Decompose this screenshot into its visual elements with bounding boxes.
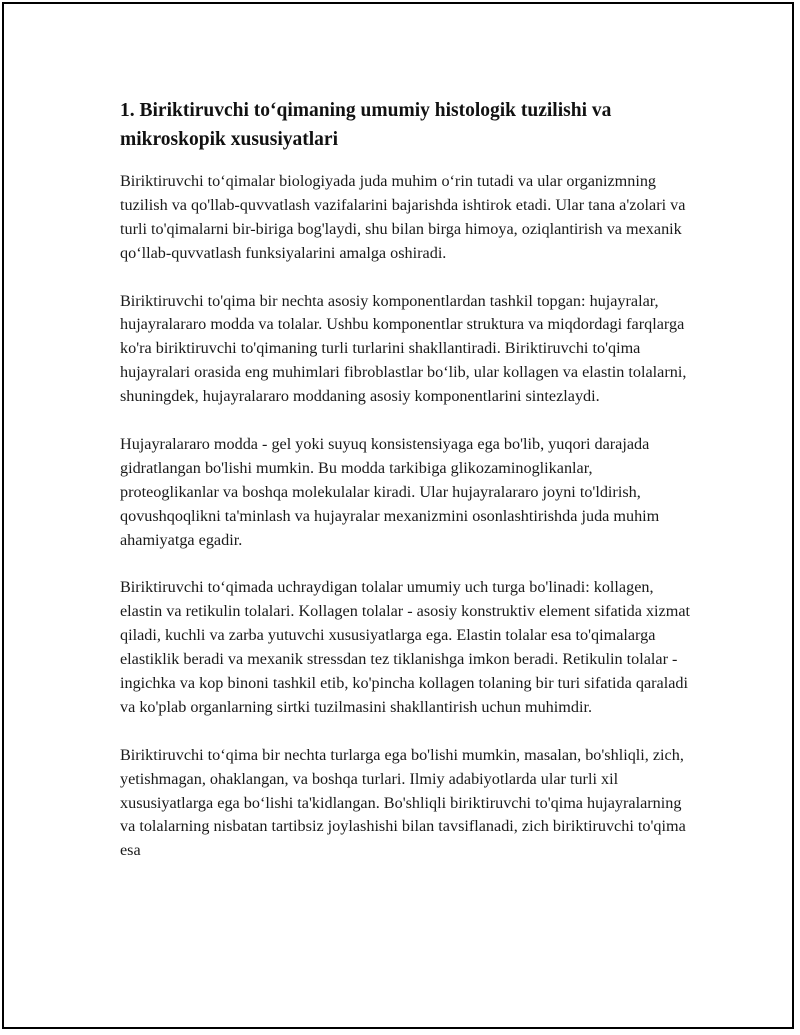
paragraph-components: Biriktiruvchi to'qima bir nechta asosiy komponentlardan tashkil topgan: hujayralar, hujayralararo modda va tolalar. Ushbu komponentlar struktura va miqdordagi farqlarga ko'ra biriktiruvchi to'qimaning turli turlarini shakllantiradi. Biriktiruvchi to'qima hujayralari orasida eng muhimlari fibroblastlar bo‘lib, ular kollagen va elastin tolalarni, shuningdek, hujayralararo moddaning asosiy komponentlarini sintezlaydi.	[120, 291, 687, 406]
section-heading: 1. Biriktiruvchi to‘qimaning umumiy histologik tuzilishi va mikroskopik xususiyatlari	[120, 100, 612, 150]
page-frame	[2, 2, 794, 1029]
paragraph-intercellular-substance: Hujayralararo modda - gel yoki suyuq konsistensiyaga ega bo'lib, yuqori darajada gidratlangan bo'lishi mumkin. Bu modda tarkibiga glikozaminoglikanlar, proteoglikanlar va boshqa molekulalar kiradi. Ular hujayralararo joyni to'ldirish, qovushqoqlikni ta'minlash va hujayralar mexanizmini osonlashtirishda juda muhim ahamiyatga egadir.	[120, 434, 660, 549]
paragraph-intro: Biriktiruvchi to‘qimalar biologiyada juda muhim o‘rin tutadi va ular organizmning tuzilish va qo'llab-quvvatlash vazifalarini bajarishda ishtirok etadi. Ular tana a'zolari va turli to'qimalarni bir-biriga bog'laydi, shu bilan birga himoya, oziqlantirish va mexanik qo‘llab-quvvatlash funksiyalarini amalga oshiradi.	[120, 172, 686, 262]
document-body	[120, 96, 695, 887]
paragraph-types: Biriktiruvchi to‘qima bir nechta turlarga ega bo'lishi mumkin, masalan, bo'shliqli, zich, yetishmagan, ohaklangan, va boshqa turlari. Ilmiy adabiyotlarda ular turli xil xususiyatlarga ega bo‘lishi ta'kidlangan. Bo'shliqli biriktiruvchi to'qima hujayralarning va tolalarning nisbatan tartibsiz joylashishi bilan tavsiflanadi, zich biriktiruvchi to'qima esa	[120, 745, 686, 860]
paragraph-fibers: Biriktiruvchi to‘qimada uchraydigan tolalar umumiy uch turga bo'linadi: kollagen, elastin va retikulin tolalari. Kollagen tolalar - asosiy konstruktiv element sifatida xizmat qiladi, kuchli va zarba yutuvchi xususiyatlarga ega. Elastin tolalar esa to'qimalarga elastiklik beradi va mexanik stressdan tez tiklanishga imkon beradi. Retikulin tolalar - ingichka va kop binoni tashkil etib, ko'pincha kollagen tolaning bir turi sifatida qaraladi va ko'plab organlarning sirtki tuzilmasini shakllantirish uchun muhimdir.	[120, 578, 691, 716]
